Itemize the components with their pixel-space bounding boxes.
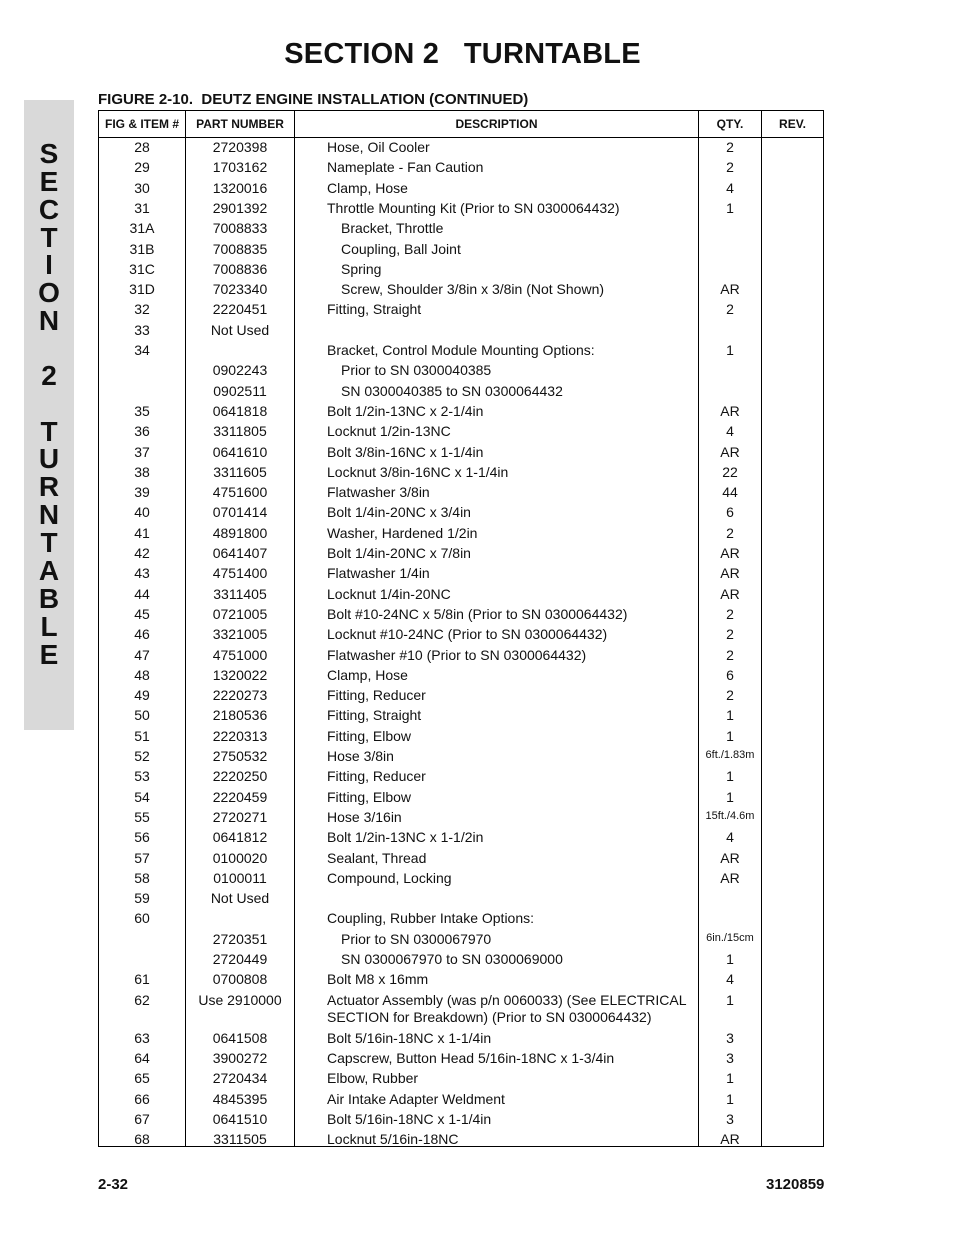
- description: Elbow, Rubber: [327, 1070, 419, 1087]
- part-number: 0700808: [212, 971, 268, 988]
- part-number: 3900272: [212, 1049, 268, 1066]
- item-number: 32: [134, 301, 150, 318]
- part-number: 3311605: [213, 463, 267, 480]
- description: Locknut 3/8in-16NC x 1-1/4in: [327, 463, 509, 480]
- header-item: FIG & ITEM #: [104, 117, 179, 131]
- part-number: 2220273: [212, 687, 268, 704]
- item-number: 63: [134, 1029, 150, 1046]
- item-number: 31: [134, 199, 150, 216]
- part-number: 4751400: [212, 565, 268, 582]
- parts-table: [98, 110, 824, 1147]
- quantity: 3: [726, 1049, 734, 1066]
- item-number: 65: [134, 1070, 150, 1087]
- description: Throttle Mounting Kit (Prior to SN 0300064432): [327, 199, 620, 216]
- header-divider: [99, 137, 823, 138]
- item-number: 60: [134, 910, 150, 927]
- header-description: DESCRIPTION: [455, 117, 538, 131]
- quantity: 44: [722, 484, 738, 501]
- description: Bolt 3/8in-16NC x 1-1/4in: [327, 443, 484, 460]
- quantity: 2: [726, 159, 734, 176]
- item-number: 64: [134, 1049, 150, 1066]
- description: Fitting, Reducer: [327, 768, 426, 785]
- item-number: 62: [134, 991, 150, 1008]
- side-tab-letter: N: [38, 305, 60, 336]
- side-tab-letter: 2: [41, 360, 57, 391]
- item-number: 46: [134, 626, 150, 643]
- part-number: 2750532: [212, 748, 268, 764]
- description: Prior to SN 0300067970: [341, 930, 492, 947]
- part-number: 2720434: [212, 1070, 268, 1087]
- description: SN 0300067970 to SN 0300069000: [341, 951, 563, 967]
- description: Fitting, Reducer: [327, 687, 426, 704]
- side-tab-letter: A: [38, 555, 60, 586]
- description: Compound, Locking: [327, 869, 452, 886]
- quantity: AR: [720, 849, 740, 866]
- quantity: 4: [726, 179, 734, 196]
- quantity: 1: [726, 768, 734, 785]
- description: Prior to SN 0300040385: [341, 362, 492, 379]
- description: Spring: [341, 260, 382, 277]
- quantity: 1: [726, 199, 734, 216]
- description: Actuator Assembly (was p/n 0060033) (See ELECTRICAL SECTION for Breakdown) (Prior to SN 0300064432): [327, 991, 686, 1025]
- item-number: 51: [134, 727, 150, 744]
- quantity: AR: [720, 402, 740, 419]
- quantity: 1: [726, 342, 734, 358]
- part-number: 0721005: [212, 605, 268, 622]
- quantity: AR: [720, 585, 740, 602]
- description: Bolt #10-24NC x 5/8in (Prior to SN 0300064432): [327, 605, 628, 622]
- part-number: 2220313: [212, 727, 268, 744]
- quantity: 6: [726, 504, 734, 521]
- quantity: 1: [726, 788, 734, 805]
- item-number: 28: [134, 139, 150, 155]
- description: Nameplate - Fan Caution: [327, 159, 484, 176]
- part-number: 2220250: [212, 768, 268, 785]
- side-tab-letter: S: [39, 138, 59, 169]
- header-part-number: PART NUMBER: [196, 117, 284, 131]
- quantity: 4: [726, 423, 734, 440]
- part-number: 0701414: [212, 504, 268, 521]
- part-number: 0641812: [212, 829, 268, 846]
- figure-title: FIGURE 2-10. DEUTZ ENGINE INSTALLATION (CONTINUED): [98, 91, 529, 108]
- description: Capscrew, Button Head 5/16in-18NC x 1-3/4in: [327, 1049, 615, 1066]
- side-tab: [24, 100, 74, 730]
- description: SN 0300040385 to SN 0300064432: [341, 382, 563, 399]
- part-number: 2901392: [212, 199, 268, 216]
- description: Fitting, Straight: [327, 707, 422, 724]
- part-number: 4751000: [212, 646, 268, 663]
- quantity: 6ft./1.83m: [705, 749, 755, 761]
- part-number: 4891800: [212, 524, 268, 541]
- item-number: 52: [134, 748, 150, 764]
- description: Clamp, Hose: [327, 666, 408, 683]
- document-number: 3120859: [766, 1176, 825, 1193]
- quantity: AR: [720, 565, 740, 582]
- item-number: 55: [134, 808, 150, 825]
- item-number: 56: [134, 829, 150, 846]
- item-number: 68: [134, 1131, 150, 1148]
- item-number: 67: [134, 1110, 150, 1127]
- side-tab-letter: R: [38, 471, 60, 502]
- item-number: 39: [134, 484, 150, 501]
- description: Fitting, Elbow: [327, 788, 412, 805]
- part-number: 7023340: [212, 281, 268, 298]
- description: Flatwasher 3/8in: [327, 484, 430, 501]
- part-number: 2220451: [212, 301, 268, 318]
- description: Bolt 1/2in-13NC x 2-1/4in: [327, 402, 484, 419]
- quantity: 2: [726, 139, 734, 155]
- quantity: 4: [726, 829, 734, 846]
- page-number: 2-32: [98, 1176, 129, 1193]
- quantity: 1: [726, 1070, 734, 1087]
- quantity: 2: [726, 301, 734, 318]
- description: Bracket, Throttle: [341, 220, 444, 237]
- item-number: 54: [134, 788, 150, 805]
- description: Locknut 1/2in-13NC: [327, 423, 451, 440]
- part-number: 2720351: [212, 930, 268, 947]
- column-divider: [761, 111, 762, 1146]
- description: Bolt 1/4in-20NC x 7/8in: [327, 545, 471, 561]
- description: Bolt 1/2in-13NC x 1-1/2in: [327, 829, 484, 846]
- side-tab-letter: T: [40, 527, 58, 558]
- item-number: 42: [134, 545, 150, 561]
- item-number: 44: [134, 585, 150, 602]
- item-number: 31B: [129, 240, 155, 257]
- description: Sealant, Thread: [327, 849, 427, 866]
- item-number: 38: [134, 463, 150, 480]
- section-title: SECTION 2 TURNTABLE: [284, 38, 641, 70]
- part-number: Not Used: [210, 321, 270, 338]
- part-number: 0902243: [212, 362, 268, 379]
- description: Air Intake Adapter Weldment: [327, 1090, 505, 1107]
- description: Bolt 5/16in-18NC x 1-1/4in: [327, 1110, 492, 1127]
- part-number: 0100011: [213, 869, 267, 886]
- part-number: Not Used: [210, 890, 270, 907]
- part-number: 3321005: [212, 626, 268, 643]
- quantity: 1: [726, 727, 734, 744]
- side-tab-letter: T: [40, 416, 58, 447]
- part-number: 7008833: [212, 220, 268, 237]
- part-number: 1320016: [212, 179, 268, 196]
- description: Washer, Hardened 1/2in: [327, 524, 478, 541]
- quantity: 2: [726, 626, 734, 643]
- part-number: 2720449: [212, 951, 268, 967]
- part-number: 1703162: [212, 159, 268, 176]
- part-number: 2180536: [212, 707, 268, 724]
- part-number: 2220459: [212, 788, 268, 805]
- description: Bracket, Control Module Mounting Options:: [327, 342, 595, 358]
- item-number: 35: [134, 402, 150, 419]
- item-number: 48: [134, 666, 150, 683]
- quantity: AR: [720, 281, 740, 298]
- description: Fitting, Straight: [327, 301, 422, 318]
- part-number: 0641510: [212, 1110, 268, 1127]
- quantity: 22: [722, 463, 738, 480]
- side-tab-letter: U: [38, 443, 60, 474]
- description: Bolt 5/16in-18NC x 1-1/4in: [327, 1029, 492, 1046]
- item-number: 53: [134, 768, 150, 785]
- description: Bolt 1/4in-20NC x 3/4in: [327, 504, 471, 521]
- description: Locknut 1/4in-20NC: [327, 585, 451, 602]
- item-number: 50: [134, 707, 150, 724]
- quantity: 1: [726, 951, 734, 967]
- quantity: 3: [726, 1110, 734, 1127]
- quantity: 6in./15cm: [706, 931, 754, 944]
- item-number: 31A: [129, 220, 155, 237]
- quantity: 6: [726, 666, 734, 683]
- description: Fitting, Elbow: [327, 727, 412, 744]
- header-qty: QTY.: [716, 117, 744, 131]
- description: Bolt M8 x 16mm: [327, 971, 429, 988]
- quantity: 1: [726, 1090, 734, 1107]
- part-number: 2720271: [212, 808, 268, 825]
- side-tab-letter: E: [39, 166, 59, 197]
- part-number: 7008836: [212, 260, 268, 277]
- description: Hose 3/8in: [327, 748, 394, 764]
- quantity: 2: [726, 687, 734, 704]
- side-tab-letter: B: [38, 583, 60, 614]
- quantity: AR: [720, 443, 740, 460]
- description: Coupling, Rubber Intake Options:: [327, 910, 535, 927]
- side-tab-letter: O: [38, 277, 60, 308]
- item-number: 31C: [129, 260, 155, 277]
- item-number: 59: [134, 890, 150, 907]
- quantity: AR: [720, 545, 740, 561]
- quantity: 4: [726, 971, 734, 988]
- side-tab-letter: T: [40, 222, 58, 253]
- part-number: 7008835: [212, 240, 268, 257]
- item-number: 58: [134, 869, 150, 886]
- part-number: 0641818: [212, 402, 268, 419]
- item-number: 40: [134, 504, 150, 521]
- item-number: 29: [134, 159, 150, 176]
- description: Screw, Shoulder 3/8in x 3/8in (Not Shown): [341, 281, 605, 298]
- part-number: 2720398: [212, 139, 268, 155]
- part-number: 0641407: [212, 545, 268, 561]
- quantity: 15ft./4.6m: [705, 809, 755, 822]
- part-number: 4751600: [212, 484, 268, 501]
- item-number: 43: [134, 565, 150, 582]
- part-number: 4845395: [212, 1090, 268, 1107]
- side-tab-letter: I: [45, 249, 53, 280]
- description: Hose 3/16in: [327, 808, 402, 825]
- item-number: 57: [134, 849, 150, 866]
- side-tab-letter: C: [38, 194, 60, 225]
- description: Flatwasher #10 (Prior to SN 0300064432): [327, 646, 587, 663]
- quantity: 2: [726, 646, 734, 663]
- side-tab-letter: N: [38, 499, 60, 530]
- quantity: 2: [726, 524, 734, 541]
- part-number: 0641508: [212, 1029, 268, 1046]
- item-number: 31D: [129, 281, 155, 298]
- part-number: 0100020: [212, 849, 268, 866]
- part-number: 3311505: [213, 1131, 267, 1148]
- quantity: AR: [720, 869, 740, 886]
- quantity: 3: [726, 1029, 734, 1046]
- item-number: 61: [134, 971, 150, 988]
- part-number: 3311805: [213, 423, 267, 440]
- item-number: 37: [134, 443, 150, 460]
- description: Locknut #10-24NC (Prior to SN 0300064432): [327, 626, 608, 643]
- quantity: 2: [726, 605, 734, 622]
- quantity: 1: [726, 991, 734, 1008]
- description: Hose, Oil Cooler: [327, 139, 430, 155]
- description: Clamp, Hose: [327, 179, 408, 196]
- part-number: Use 2910000: [198, 991, 282, 1008]
- part-number: 0902511: [213, 382, 267, 399]
- side-tab-letter: E: [39, 639, 59, 670]
- quantity: AR: [720, 1131, 740, 1148]
- description: Flatwasher 1/4in: [327, 565, 430, 582]
- item-number: 49: [134, 687, 150, 704]
- part-number: 3311405: [213, 585, 267, 602]
- part-number: 0641610: [212, 443, 268, 460]
- item-number: 66: [134, 1090, 150, 1107]
- item-number: 34: [134, 342, 150, 358]
- description: Locknut 5/16in-18NC: [327, 1131, 459, 1148]
- item-number: 36: [134, 423, 150, 440]
- part-number: 1320022: [212, 666, 268, 683]
- quantity: 1: [726, 707, 734, 724]
- item-number: 41: [134, 524, 150, 541]
- side-tab-letter: L: [40, 611, 58, 642]
- item-number: 33: [134, 321, 150, 338]
- column-divider: [294, 111, 295, 1146]
- description: Coupling, Ball Joint: [341, 240, 461, 257]
- item-number: 47: [134, 646, 150, 663]
- item-number: 45: [134, 605, 150, 622]
- item-number: 30: [134, 179, 150, 196]
- header-rev: REV.: [779, 117, 806, 131]
